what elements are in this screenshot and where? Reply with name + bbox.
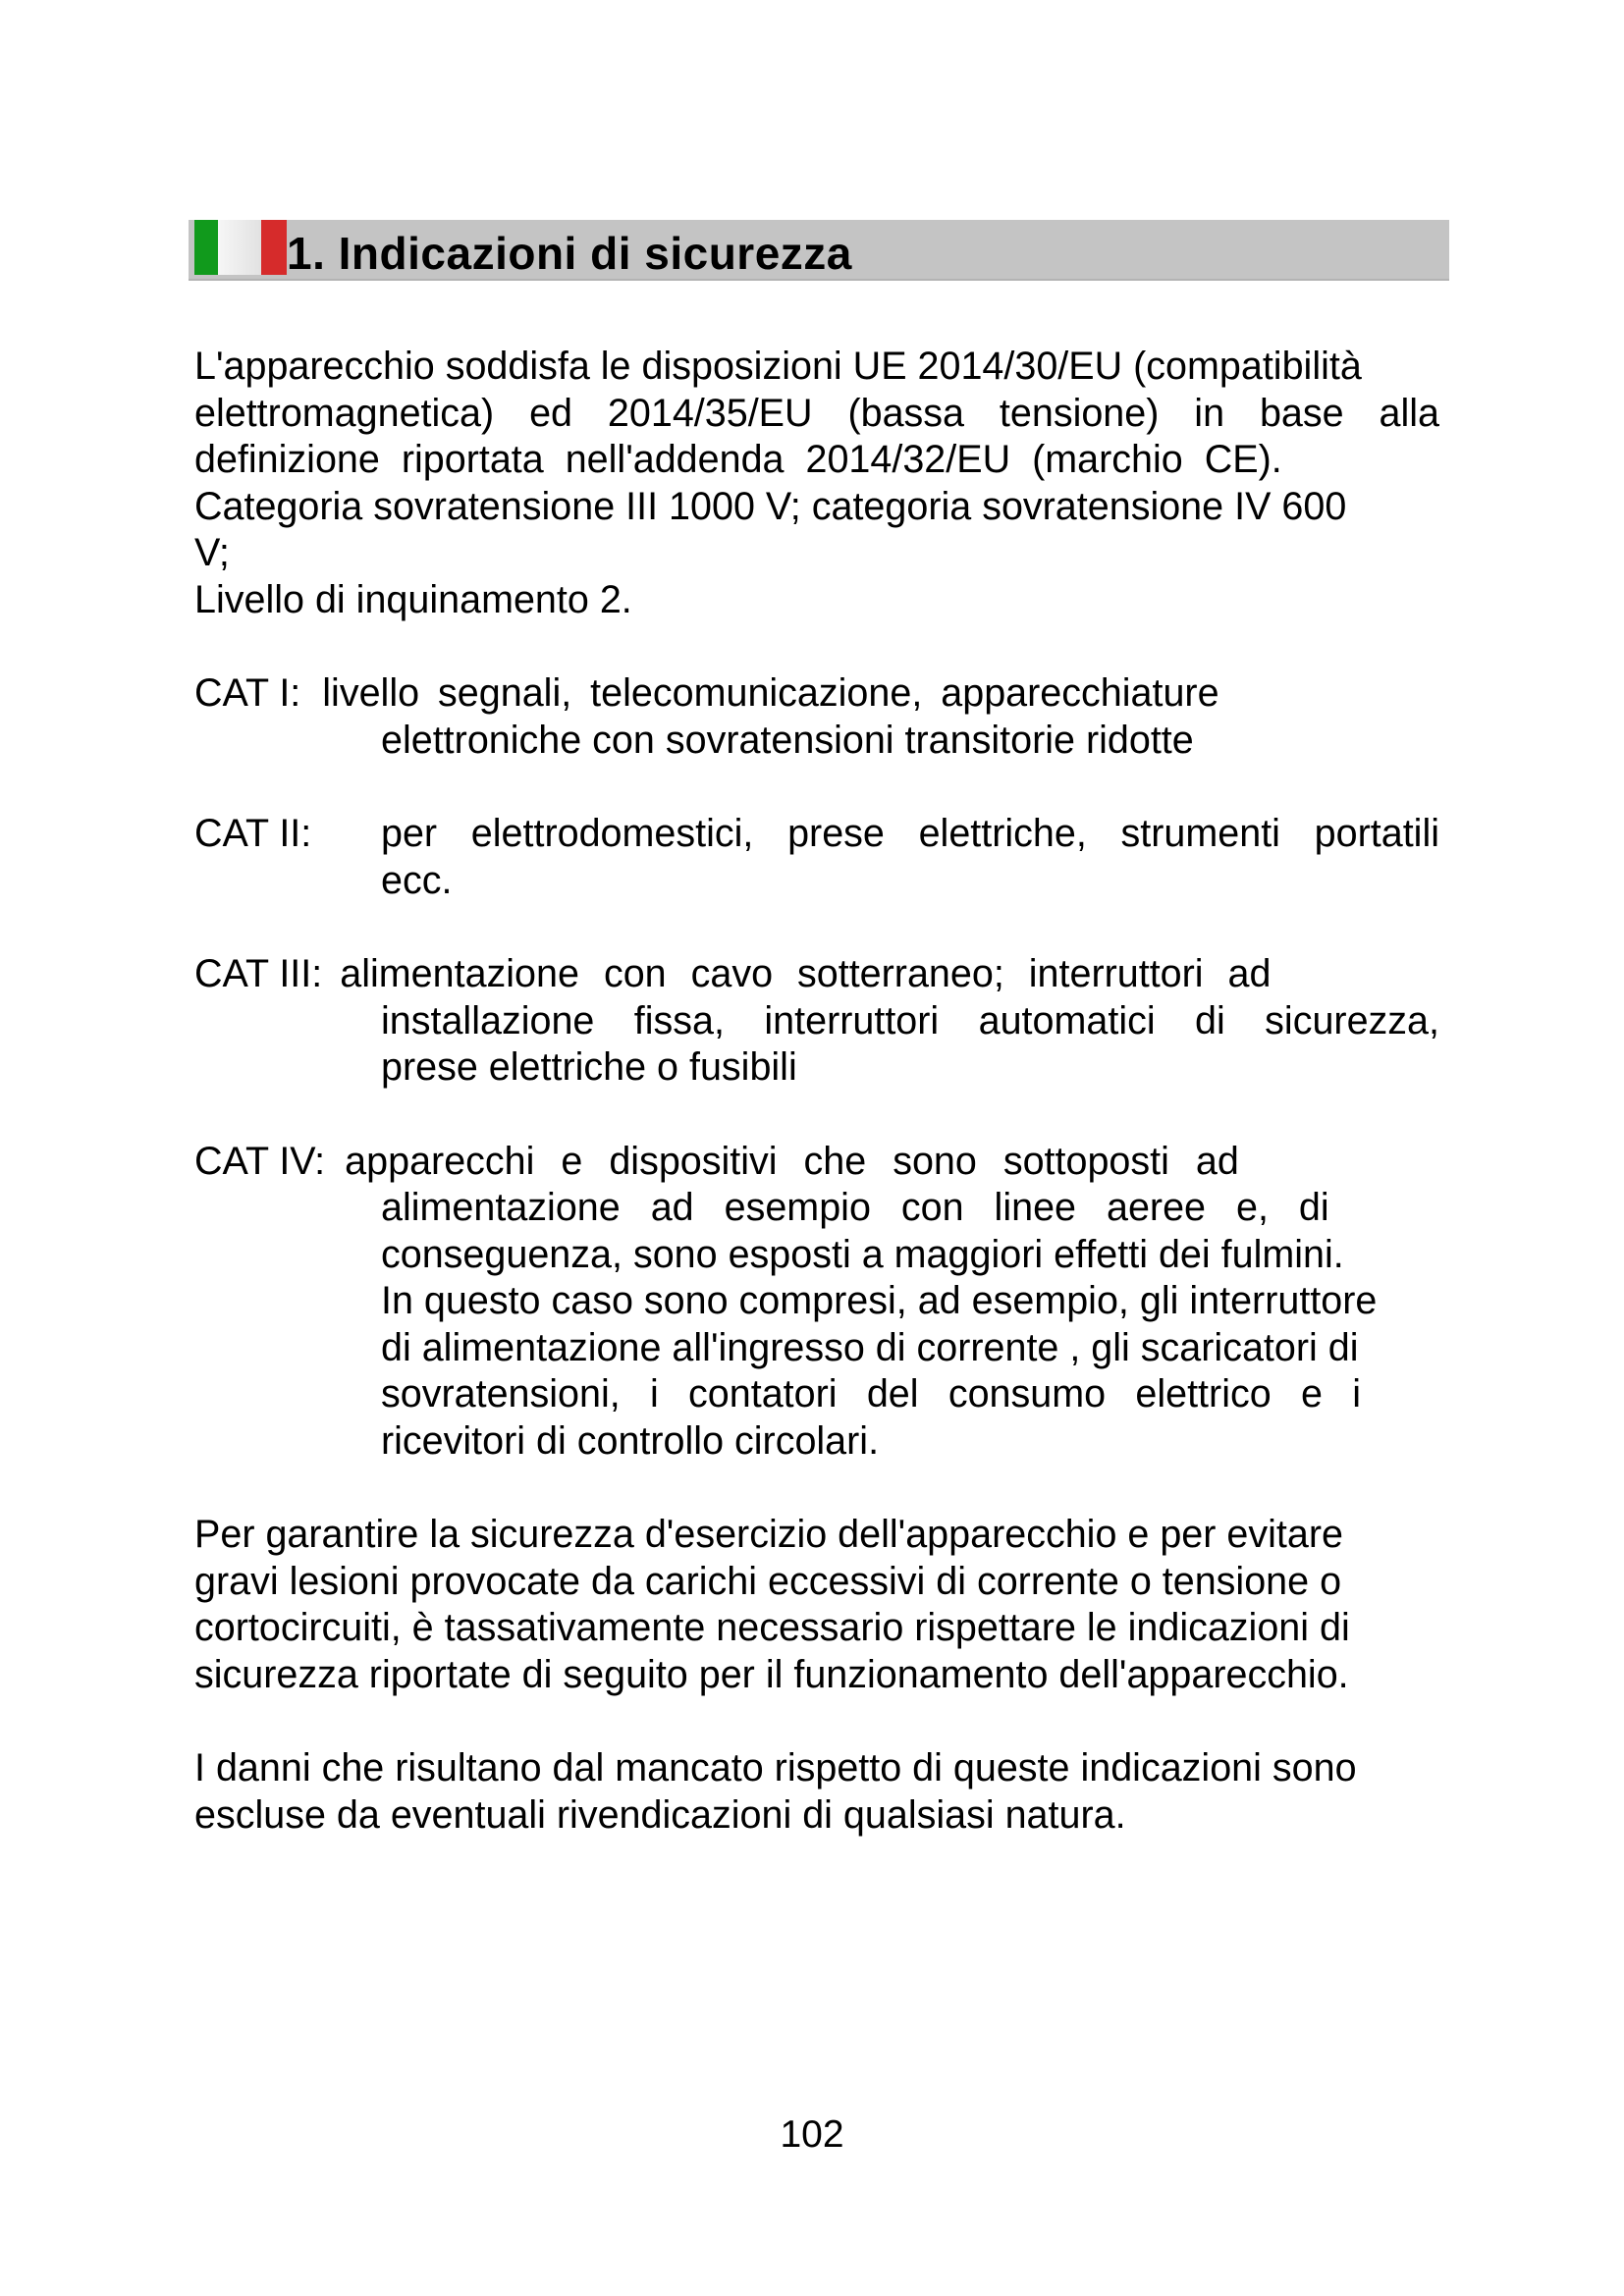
intro-line: L'apparecchio soddisfa le disposizioni UE 2014/30/EU (compatibilità [194,345,1362,388]
italian-flag-icon [189,220,293,281]
category-cat-i [194,670,1439,764]
intro-line: V; [194,531,230,574]
category-label: CAT II: [194,812,312,855]
category-text: alimentazione ad esempio con linee aeree e, di [381,1186,1329,1229]
warning-line: sicurezza riportate di seguito per il funzionamento dell'apparecchio. [194,1652,1349,1696]
category-cat-ii [194,811,1439,904]
section-heading [189,220,1449,281]
intro-line: Livello di inquinamento 2. [194,577,632,621]
category-cat-iii [194,951,1439,1092]
category-text: ricevitori di controllo circolari. [381,1418,880,1463]
category-text: conseguenza, sono esposti a maggiori effetti dei fulmini. [381,1232,1344,1276]
warning-line: Per garantire la sicurezza d'esercizio dell'apparecchio e per evitare [194,1513,1343,1556]
flag-white-stripe [218,220,261,275]
section-title: 1. Indicazioni di sicurezza [287,228,852,279]
category-text: elettroniche con sovratensioni transitorie ridotte [381,718,1194,762]
category-text: per elettrodomestici, prese elettriche, strumenti portatili [381,812,1439,855]
warning-line: cortocircuiti, è tassativamente necessario rispettare le indicazioni di [194,1606,1350,1649]
category-text: alimentazione con cavo sotterraneo; interruttori ad [340,952,1272,995]
page-number: 102 [780,2113,844,2156]
category-text: In questo caso sono compresi, ad esempio, gli interruttore [381,1279,1378,1322]
disclaimer-line: I danni che risultano dal mancato rispetto di queste indicazioni sono [194,1746,1357,1789]
flag-red-stripe [261,220,287,275]
intro-paragraph [194,344,1439,623]
category-text: livello segnali, telecomunicazione, apparecchiature [322,671,1219,715]
category-text: prese elettriche o fusibili [381,1045,797,1089]
category-text: ecc. [381,858,453,902]
warning-paragraph [194,1512,1439,1698]
category-text: apparecchi e dispositivi che sono sottoposti ad [345,1139,1239,1183]
document-body [194,344,1439,1839]
flag-green-stripe [194,220,218,275]
disclaimer-paragraph [194,1745,1439,1839]
category-text: di alimentazione all'ingresso di corrente , gli scaricatori di [381,1325,1359,1369]
intro-line: Categoria sovratensione III 1000 V; categoria sovratensione IV 600 [194,484,1347,528]
intro-line: elettromagnetica) ed 2014/35/EU (bassa tensione) in base alla [194,391,1439,435]
category-text: installazione fissa, interruttori automatici di sicurezza, [381,998,1439,1042]
category-cat-iv [194,1139,1439,1466]
warning-line: gravi lesioni provocate da carichi eccessivi di corrente o tensione o [194,1559,1342,1603]
category-label: CAT III: [194,952,323,995]
disclaimer-line: escluse da eventuali rivendicazioni di qualsiasi natura. [194,1792,1126,1837]
category-label: CAT IV: [194,1139,326,1183]
category-text: sovratensioni, i contatori del consumo elettrico e i [381,1372,1361,1415]
category-label: CAT I: [194,671,301,715]
intro-line: definizione riportata nell'addenda 2014/32/EU (marchio CE). [194,438,1282,481]
